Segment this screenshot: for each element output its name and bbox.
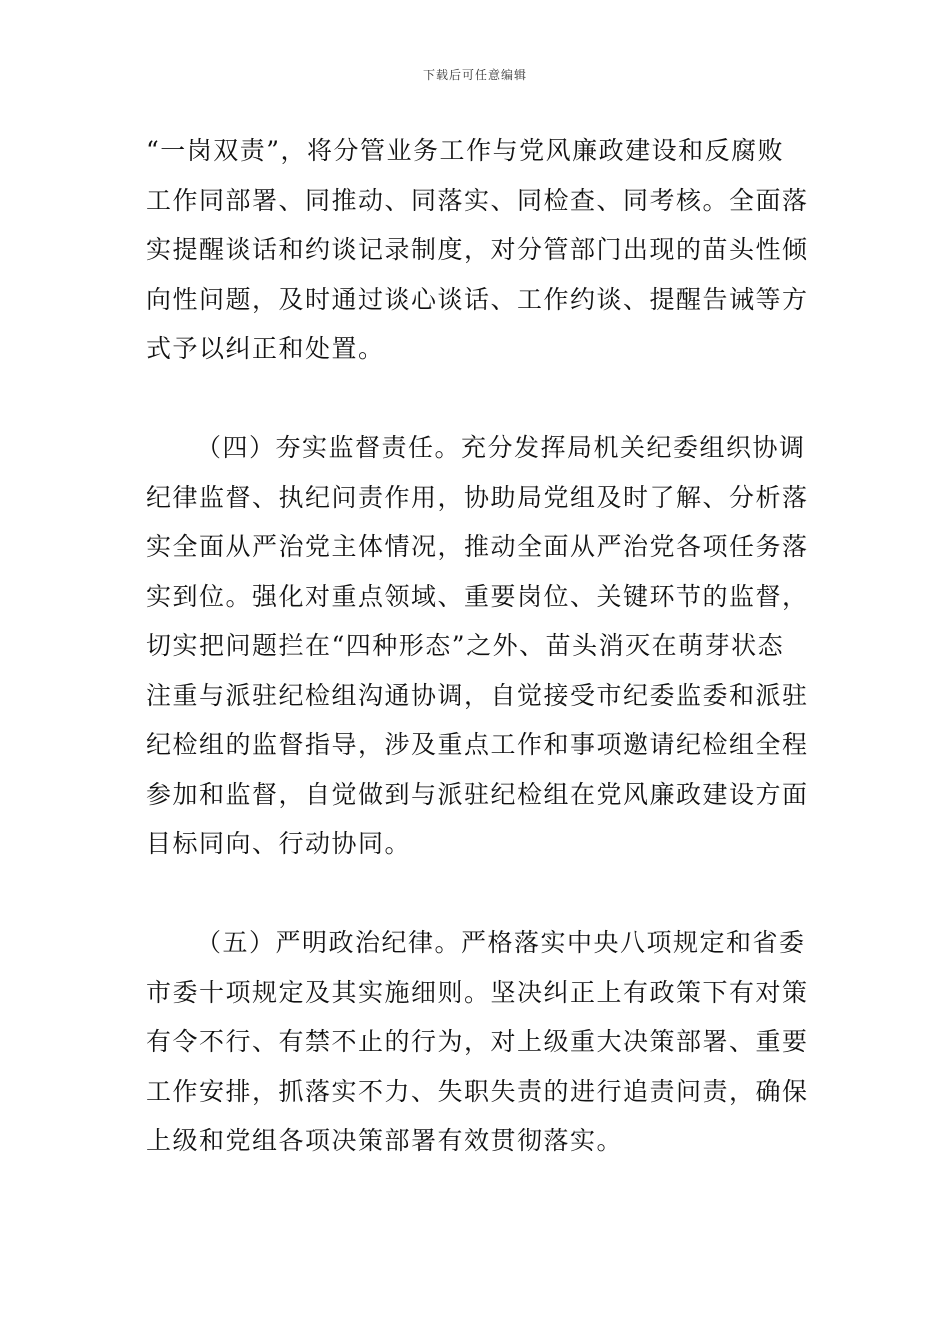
- text-line: 上级和党组各项决策部署有效贯彻落实。: [146, 1126, 624, 1155]
- text-line: 式予以纠正和处置。: [146, 334, 385, 363]
- text-line: 向性问题，及时通过谈心谈话、工作约谈、提醒告诫等方: [146, 284, 809, 314]
- document-body: [146, 126, 809, 1166]
- page-header-note: 下载后可任意编辑: [422, 68, 527, 82]
- text-line: 市委十项规定及其实施细则。坚决纠正上有政策下有对策: [146, 977, 809, 1007]
- text-line-first: （五）严明政治纪律。严格落实中央八项规定和省委: [196, 928, 806, 957]
- text-line: 参加和监督，自觉做到与派驻纪检组在党风廉政建设方面: [146, 779, 809, 809]
- text-line: 纪检组的监督指导，涉及重点工作和事项邀请纪检组全程: [146, 730, 809, 759]
- text-line: 实提醒谈话和约谈记录制度，对分管部门出现的苗头性倾: [146, 235, 809, 264]
- text-line: 实到位。强化对重点领域、重要岗位、关键环节的监督，: [146, 581, 809, 611]
- text-line: 目标同向、行动协同。: [146, 829, 412, 858]
- text-line: 有令不行、有禁不止的行为，对上级重大决策部署、重要: [146, 1027, 809, 1056]
- paragraph-gap: [146, 869, 806, 919]
- text-line: “一岗双责”，将分管业务工作与党风廉政建设和反腐败: [146, 136, 785, 165]
- text-line: 切实把问题拦在“四种形态”之外、苗头消灭在萌芽状态: [146, 631, 785, 660]
- text-line: 纪律监督、执纪问责作用，协助局党组及时了解、分析落: [146, 482, 809, 512]
- text-line: 注重与派驻纪检组沟通协调，自觉接受市纪委监委和派驻: [146, 680, 809, 710]
- text-line: 实全面从严治党主体情况，推动全面从严治党各项任务落: [146, 532, 809, 561]
- text-line: 工作同部署、同推动、同落实、同检查、同考核。全面落: [146, 185, 809, 215]
- text-line-first: （四）夯实监督责任。充分发挥局机关纪委组织协调: [196, 433, 806, 462]
- paragraph-continuation: [146, 126, 809, 374]
- text-line: 工作安排，抓落实不力、失职失责的进行追责问责，确保: [146, 1076, 809, 1106]
- paragraph-gap: [146, 374, 806, 424]
- paragraph-section-4: [146, 423, 809, 869]
- paragraph-section-5: [146, 918, 809, 1166]
